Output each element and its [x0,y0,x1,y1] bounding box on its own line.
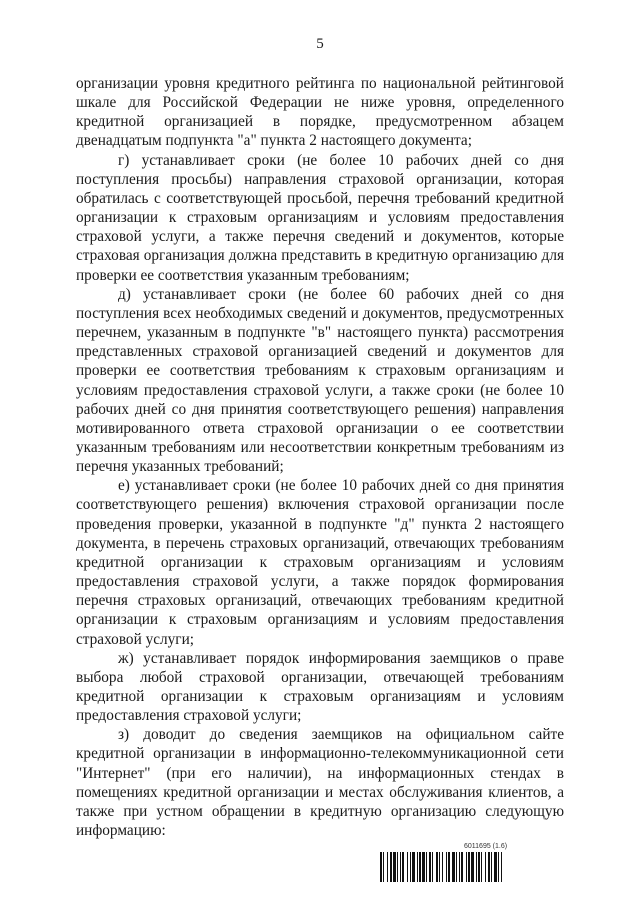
paragraph-item-e: е) устанавливает сроки (не более 10 рабочих дней со дня принятия соответствующего решения) включения страховой организации после проведения проверки, указанной в подпункте "д" пункта 2 настоящего документа, в перечень страховых организаций, отвечающих требованиям кредитной организации к страховым организациям и условиям предоставления страховой услуги, а также порядок формирования перечня страховых организаций, отвечающих требованиям кредитной организации к страховым организациям и условиям предоставления страховой услуги; [76,477,564,648]
paragraph-item-g: г) устанавливает сроки (не более 10 рабочих дней со дня поступления просьбы) направления страховой организации, которая обратилась с соответствующей просьбой, перечня требований кредитной организации к страховым организациям и условиям предоставления страховой услуги, а также перечня сведений и документов, которые страховая организация должна представить в кредитную организацию для проверки ее соответствия указанным требованиям; [76,151,564,284]
paragraph-continuation: организации уровня кредитного рейтинга по национальной рейтинговой шкале для Российской Федерации не ниже уровня, определенного кредитной организацией в порядке, предусмотренном абзацем двенадцатым подпункта "а" пункта 2 настоящего документа; [76,75,564,150]
paragraph-item-d: д) устанавливает сроки (не более 60 рабочих дней со дня поступления всех необходимых сведений и документов, предусмотренных перечнем, указанным в подпункте "в" настоящего пункта) рассмотрения представленных страховой организацией сведений и документов для проверки ее соответствия требованиям к страховым организациям и условиям предоставления страховой услуги, а также сроки (не более 10 рабочих дней со дня принятия соответствующего решения) направления мотивированного ответа страховой организации о ее соответствии указанным требованиям или несоответствии конкретным требованиям из перечня указанных требований; [76,285,564,476]
document-body [76,74,564,840]
paragraph-item-zh: ж) устанавливает порядок информирования заемщиков о праве выбора любой страховой организации, отвечающей требованиям кредитной организации к страховым организациям и условиям предоставления страховой услуги; [76,649,564,725]
barcode-image [380,852,576,882]
barcode [380,843,576,883]
page-number: 5 [316,36,324,52]
paragraph-item-z: з) доводит до сведения заемщиков на официальном сайте кредитной организации в информационно-телекоммуникационной сети "Интернет" (при его наличии), на информационных стендах в помещениях кредитной организации и местах обслуживания клиентов, а также при устном обращении в кредитную организацию следующую информацию: [76,726,564,840]
barcode-id: 6011695 (1.6) [464,843,508,850]
